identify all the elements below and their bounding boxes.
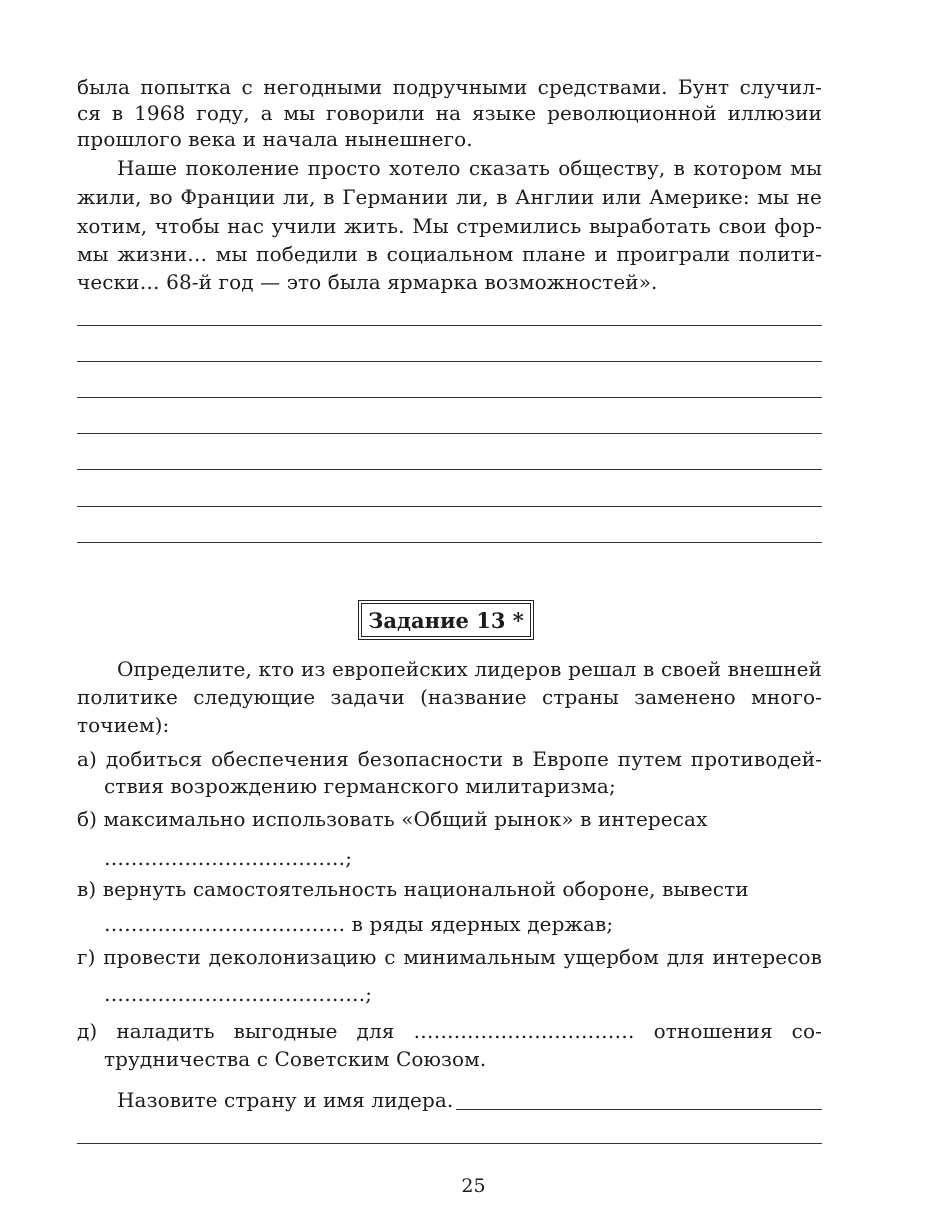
answer-line-5[interactable] [77,469,822,470]
task-item-b-line-2: ………………………………; [104,846,353,870]
task-item-a-line-1: а) добиться обеспечения безопасности в Европе путем противодей- [77,747,822,771]
task-title: Задание 13 * [361,603,531,637]
passage-line-6: хотим, чтобы нас учили жить. Мы стремились выработать свои фор- [77,214,822,238]
answer-line-6[interactable] [77,506,822,507]
answer-line-7[interactable] [77,542,822,543]
task-item-v-line-1: в) вернуть самостоятельность национальной обороне, вывести [77,877,749,901]
task-item-d-line-1: д) наладить выгодные для …………………………… отношения со- [77,1019,822,1043]
task-intro-line-1: Определите, кто из европейских лидеров решал в своей внешней [117,657,822,681]
passage-line-1: была попытка с негодными подручными средствами. Бунт случил- [77,75,822,99]
task-item-g-line-2: …………………………………; [104,982,373,1006]
task-question: Назовите страну и имя лидера. [117,1088,454,1112]
answer-field-country-leader[interactable] [456,1109,822,1110]
task-title-box [358,600,534,640]
answer-line-3[interactable] [77,397,822,398]
passage-line-8: чески… 68-й год — это была ярмарка возможностей». [77,270,658,294]
passage-line-3: прошлого века и начала нынешнего. [77,127,473,151]
answer-line-4[interactable] [77,433,822,434]
passage-line-5: жили, во Франции ли, в Германии ли, в Англии или Америке: мы не [77,185,822,209]
task-item-a-line-2: ствия возрождению германского милитаризма; [104,774,616,798]
task-item-g-line-1: г) провести деколонизацию с минимальным ущербом для интересов [77,945,822,969]
task-item-b-line-1: б) максимально использовать «Общий рынок» в интересах [77,807,708,831]
task-item-d-line-2: трудничества с Советским Союзом. [104,1047,487,1071]
answer-line-final[interactable] [77,1143,822,1144]
passage-line-7: мы жизни… мы победили в социальном плане и проиграли полити- [77,242,822,266]
task-intro-line-2: политике следующие задачи (название страны заменено много- [77,685,822,709]
passage-line-4: Наше поколение просто хотело сказать обществу, в котором мы [117,156,822,180]
answer-line-2[interactable] [77,361,822,362]
passage-line-2: ся в 1968 году, а мы говорили на языке революционной иллюзии [77,101,822,125]
task-intro-line-3: точием): [77,713,170,737]
page-number: 25 [461,1175,486,1197]
task-item-v-line-2: ……………………………… в ряды ядерных держав; [104,912,614,936]
answer-line-1[interactable] [77,325,822,326]
